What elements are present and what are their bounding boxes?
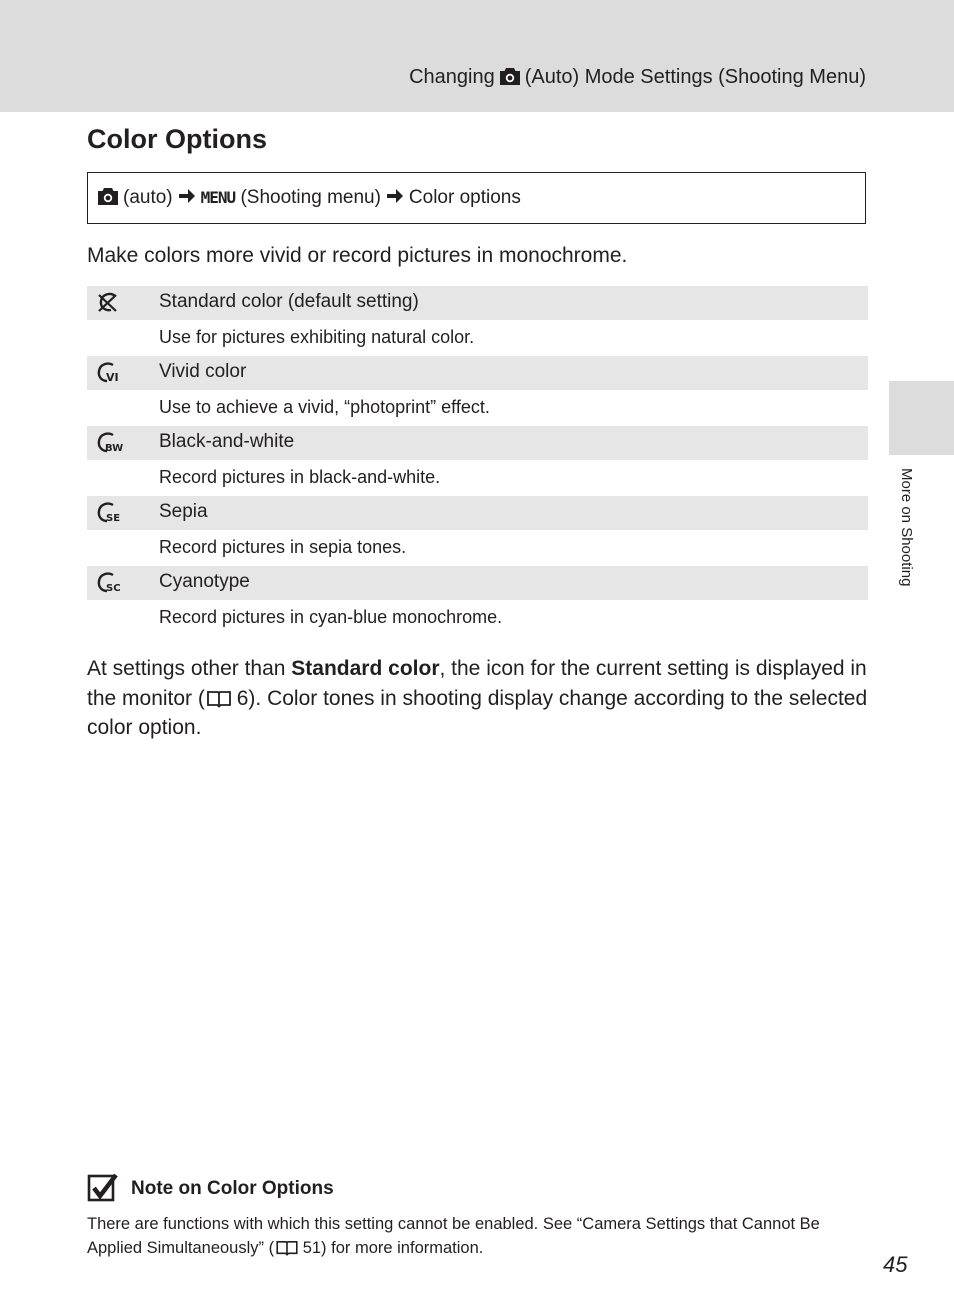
side-tab-marker <box>889 381 954 455</box>
para-text: At settings other than <box>87 657 292 680</box>
para-ref: 6 <box>236 686 249 710</box>
svg-text:VI: VI <box>106 371 119 384</box>
black-and-white-icon <box>95 431 124 455</box>
option-row <box>87 356 868 390</box>
note-body <box>87 1212 877 1260</box>
page-title: Color Options <box>87 124 267 154</box>
para-text: ). Color tones in shooting display change according to the selected color option. <box>87 686 868 739</box>
color-options-table <box>87 286 868 636</box>
cyanotype-icon <box>95 571 121 595</box>
arrow-right-icon <box>178 188 196 204</box>
camera-icon <box>97 186 119 206</box>
option-desc-text: Record pictures in black-and-white. <box>159 467 441 487</box>
vivid-color-icon <box>95 361 121 385</box>
option-row <box>87 426 868 460</box>
option-label: Standard color (default setting) <box>159 291 419 312</box>
note-ref: 51 <box>302 1239 322 1257</box>
book-reference-icon <box>207 690 231 708</box>
arrow-right-icon <box>386 188 404 204</box>
option-description <box>87 460 868 496</box>
camera-icon <box>499 66 521 86</box>
svg-text:SC: SC <box>106 583 121 594</box>
option-description <box>87 320 868 356</box>
option-desc-text: Record pictures in cyan-blue monochrome. <box>159 607 503 627</box>
body-paragraph <box>87 654 877 743</box>
para-bold: Standard color <box>291 657 440 680</box>
option-desc-text: Use for pictures exhibiting natural color. <box>159 327 475 347</box>
option-label: Vivid color <box>159 361 247 382</box>
option-description <box>87 530 868 566</box>
menu-glyph: MENU <box>200 188 236 207</box>
sepia-icon <box>95 501 121 525</box>
checkmark-note-icon <box>88 1173 118 1203</box>
header-prefix: Changing <box>409 66 495 88</box>
nav-item: Color options <box>408 187 521 208</box>
option-desc-text: Record pictures in sepia tones. <box>159 537 407 557</box>
svg-text:BW: BW <box>105 443 124 454</box>
side-tab-label <box>895 468 919 628</box>
header-title <box>409 66 866 89</box>
page-number: 45 <box>883 1252 908 1277</box>
menu-path-box <box>87 172 866 224</box>
nav-auto: (auto) <box>123 187 173 208</box>
nav-menu: (Shooting menu) <box>240 187 381 208</box>
page-header <box>0 0 954 112</box>
standard-color-icon <box>95 291 121 315</box>
option-label: Sepia <box>159 501 208 522</box>
option-description <box>87 390 868 426</box>
note-text: There are functions with which this setting cannot be enabled. See “Camera Settings that Cannot Be Applied Simultaneously” ( <box>87 1215 820 1257</box>
note-title: Note on Color Options <box>131 1178 334 1199</box>
option-label: Cyanotype <box>159 571 250 592</box>
book-reference-icon <box>276 1240 298 1256</box>
para-text: , the icon for the current setting is displayed in the monitor ( <box>87 657 867 710</box>
option-label: Black-and-white <box>159 431 295 452</box>
header-suffix: (Auto) Mode Settings (Shooting Menu) <box>524 66 866 88</box>
intro-text: Make colors more vivid or record pictures in monochrome. <box>87 244 628 267</box>
option-description <box>87 600 868 636</box>
option-row <box>87 496 868 530</box>
option-row <box>87 566 868 600</box>
option-row <box>87 286 868 320</box>
svg-text:SE: SE <box>106 513 121 524</box>
side-tab-text: More on Shooting <box>898 468 915 587</box>
note-text: ) for more information. <box>321 1239 484 1257</box>
option-desc-text: Use to achieve a vivid, “photoprint” effect. <box>159 397 490 417</box>
